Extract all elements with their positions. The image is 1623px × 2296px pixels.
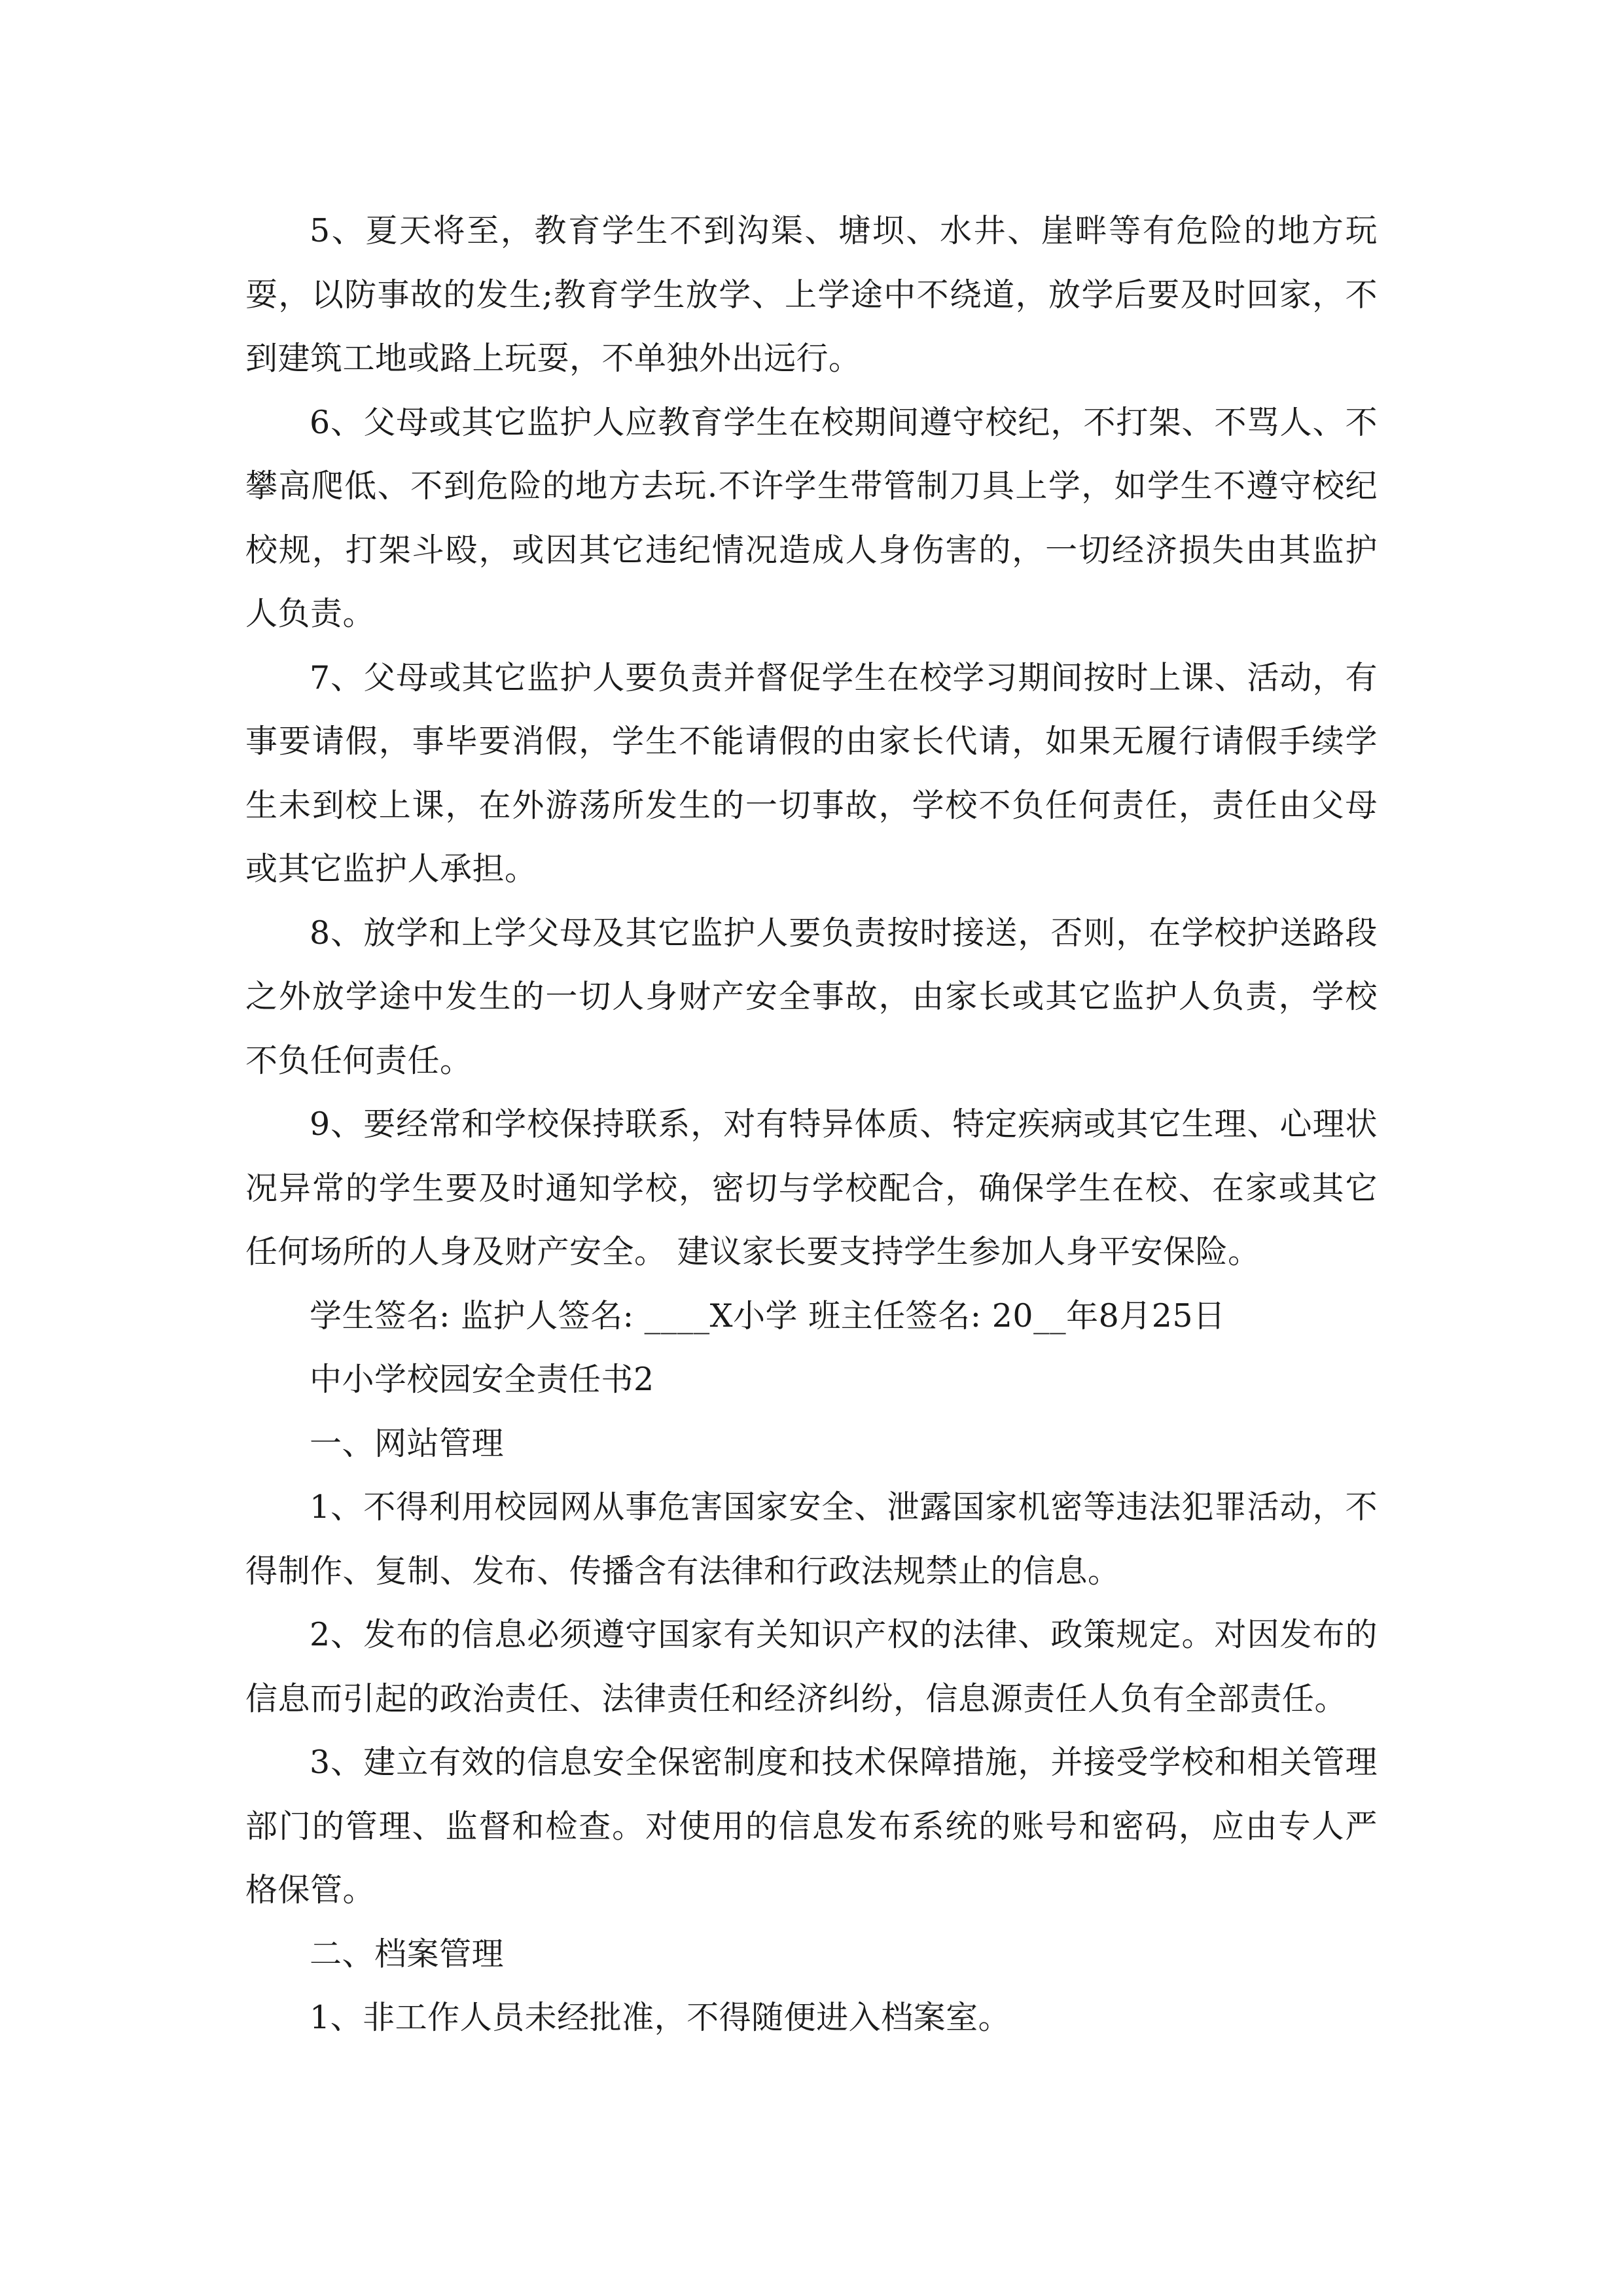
website-rule-3: 3、建立有效的信息安全保密制度和技术保障措施，并接受学校和相关管理部门的管理、监督和检查。对使用的信息发布系统的账号和密码，应由专人严格保管。 xyxy=(245,1744,1378,1909)
clause-8: 8、放学和上学父母及其它监护人要负责按时接送，否则，在学校护送路段之外放学途中发生的一切人身财产安全事故，由家长或其它监护人负责，学校不负任何责任。 xyxy=(245,914,1378,1079)
section-heading-website: 一、网站管理 xyxy=(310,1424,505,1462)
archives-rule-1: 1、非工作人员未经批准，不得随便进入档案室。 xyxy=(310,1999,1011,2036)
signature-line: 学生签名: 监护人签名: ____X小学 班主任签名: 20__年8月25日 xyxy=(310,1297,1226,1335)
clause-9: 9、要经常和学校保持联系，对有特异体质、特定疾病或其它生理、心理状况异常的学生要及时通知学校，密切与学校配合，确保学生在校、在家或其它任何场所的人身及财产安全。 建议家长要支持学生参加人身平安保险。 xyxy=(245,1105,1378,1270)
clause-5: 5、夏天将至，教育学生不到沟渠、塘坝、水井、崖畔等有危险的地方玩耍，以防事故的发生;教育学生放学、上学途中不绕道，放学后要及时回家，不到建筑工地或路上玩耍，不单独外出远行。 xyxy=(245,212,1378,377)
document-body xyxy=(245,199,1378,2050)
clause-7: 7、父母或其它监护人要负责并督促学生在校学习期间按时上课、活动，有事要请假，事毕要消假，学生不能请假的由家长代请，如果无履行请假手续学生未到校上课，在外游荡所发生的一切事故，学校不负任何责任，责任由父母或其它监护人承担。 xyxy=(245,658,1378,888)
website-rule-1: 1、不得利用校园网从事危害国家安全、泄露国家机密等违法犯罪活动，不得制作、复制、发布、传播含有法律和行政法规禁止的信息。 xyxy=(245,1488,1378,1590)
document-title: 中小学校园安全责任书2 xyxy=(310,1361,654,1398)
clause-6: 6、父母或其它监护人应教育学生在校期间遵守校纪，不打架、不骂人、不攀高爬低、不到危险的地方去玩.不许学生带管制刀具上学，如学生不遵守校纪校规，打架斗殴，或因其它违纪情况造成人身伤害的，一切经济损失由其监护人负责。 xyxy=(245,403,1378,632)
website-rule-2: 2、发布的信息必须遵守国家有关知识产权的法律、政策规定。对因发布的信息而引起的政治责任、法律责任和经济纠纷，信息源责任人负有全部责任。 xyxy=(245,1616,1378,1717)
section-heading-archives: 二、档案管理 xyxy=(310,1935,505,1973)
